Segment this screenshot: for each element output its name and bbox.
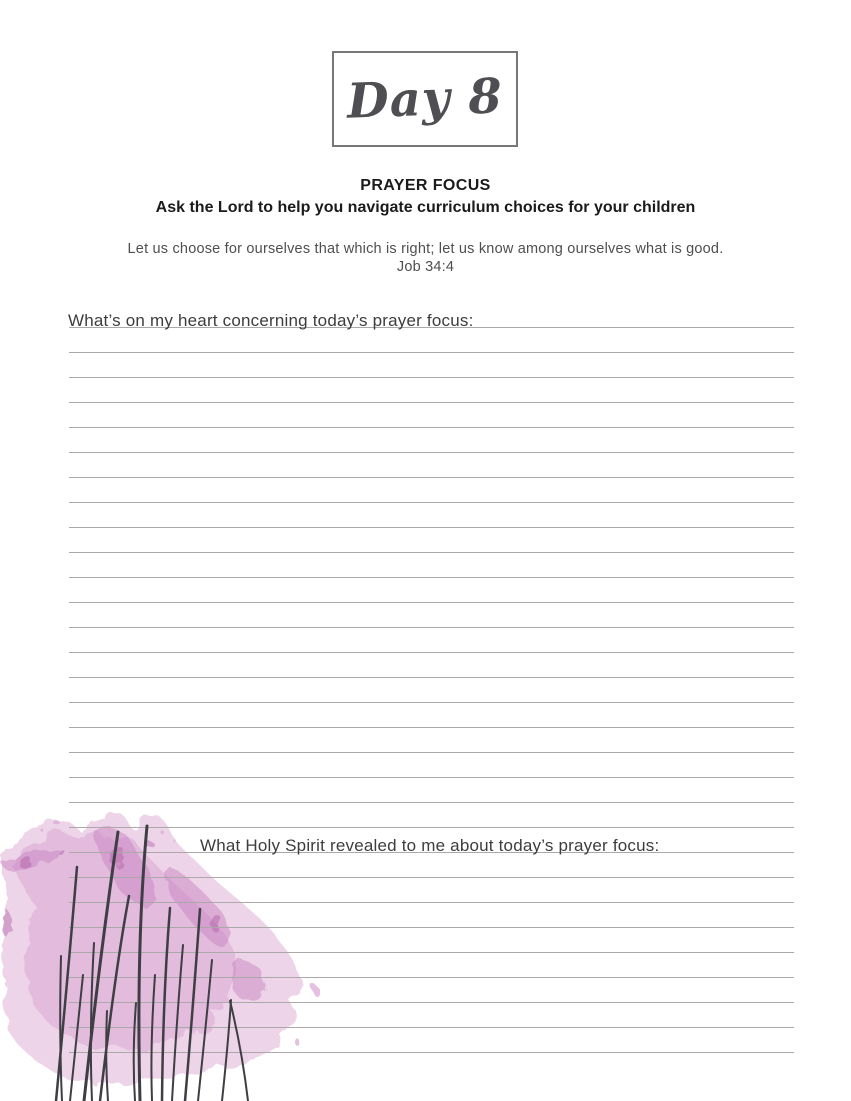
writing-line	[69, 402, 794, 403]
scripture-block	[0, 240, 851, 276]
writing-line	[69, 477, 794, 478]
writing-line	[69, 602, 794, 603]
grass-stroke-group	[56, 826, 248, 1101]
section-label-heart: What’s on my heart concerning today’s prayer focus:	[68, 311, 474, 330]
writing-line	[69, 652, 794, 653]
scripture-text: Let us choose for ourselves that which is right; let us know among ourselves what is good.	[127, 241, 724, 257]
writing-line	[69, 527, 794, 528]
writing-line	[69, 552, 794, 553]
writing-line	[69, 452, 794, 453]
writing-line	[69, 627, 794, 628]
prayer-focus-prompt: Ask the Lord to help you navigate curriculum choices for your children	[155, 199, 696, 216]
writing-line	[69, 577, 794, 578]
writing-line	[69, 677, 794, 678]
writing-line	[69, 377, 794, 378]
writing-line	[69, 352, 794, 353]
section-label-holy-spirit: What Holy Spirit revealed to me about today’s prayer focus:	[200, 836, 660, 855]
prayer-focus-header	[0, 177, 851, 217]
writing-line	[69, 702, 794, 703]
prayer-focus-heading: PRAYER FOCUS	[360, 177, 491, 194]
day-title: Day 8	[346, 68, 504, 130]
day-title-box	[332, 51, 518, 147]
scripture-reference: Job 34:4	[396, 259, 455, 275]
writing-line	[69, 802, 794, 803]
writing-line	[69, 777, 794, 778]
writing-line	[69, 727, 794, 728]
writing-line	[69, 752, 794, 753]
writing-line	[69, 427, 794, 428]
writing-line	[69, 502, 794, 503]
